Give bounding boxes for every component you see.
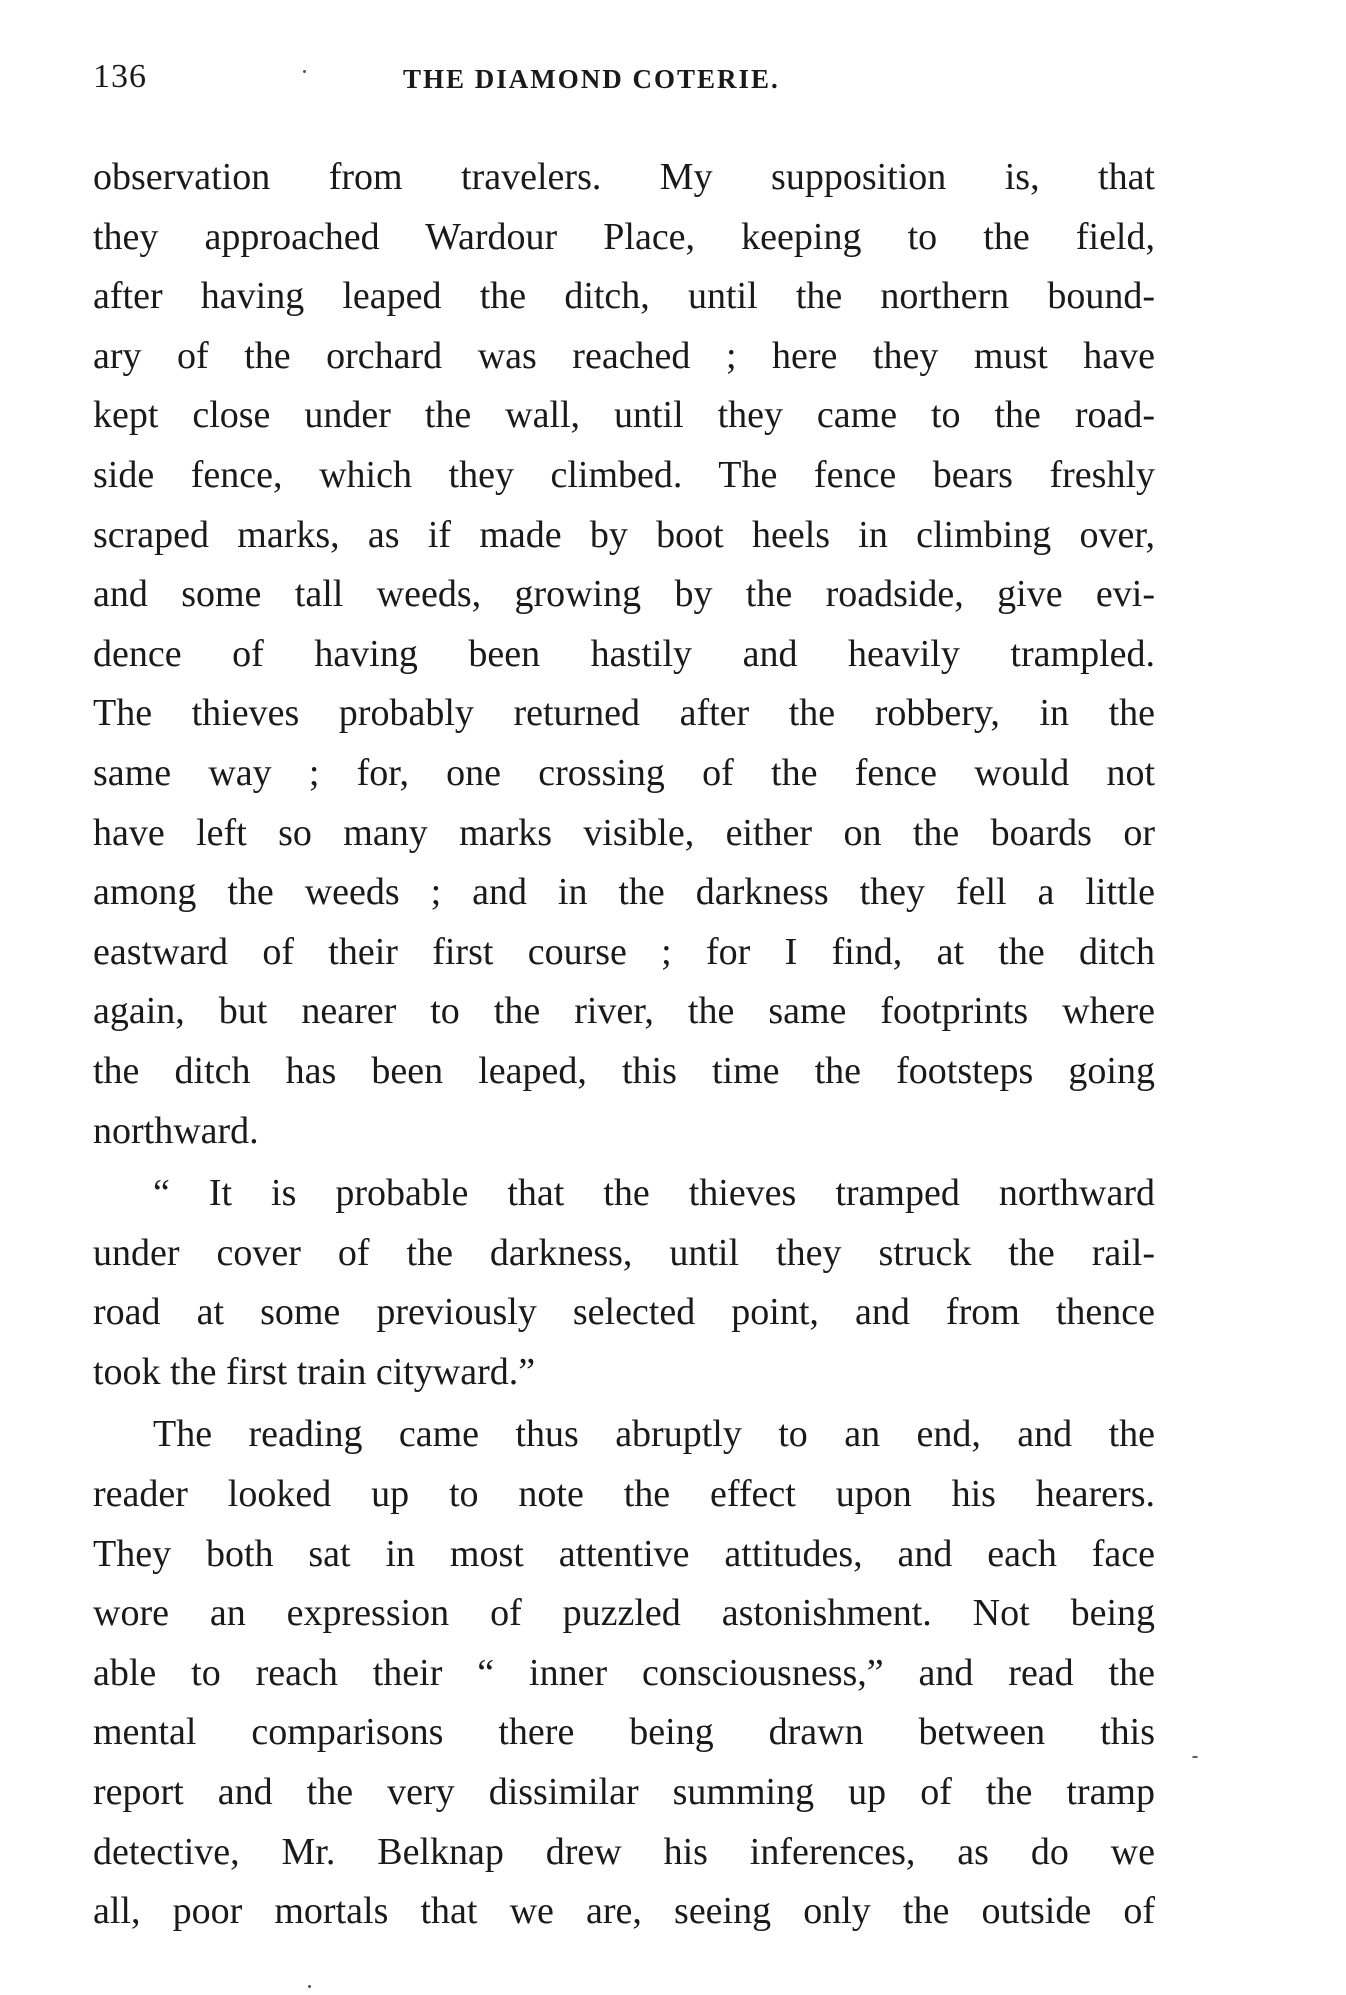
text-line: able to reach their “ inner consciousness,” and read the bbox=[93, 1651, 1155, 1694]
text-line: wore an expression of puzzled astonishment. Not being bbox=[93, 1592, 1155, 1635]
text-line: reader looked up to note the effect upon his hearers. bbox=[93, 1473, 1155, 1516]
text-line: The thieves probably returned after the robbery, in the bbox=[93, 692, 1155, 735]
page-number: 136 bbox=[93, 58, 147, 95]
text-line: kept close under the wall, until they came to the road- bbox=[93, 394, 1155, 437]
text-line: mental comparisons there being drawn between this bbox=[93, 1711, 1155, 1754]
paragraph-start-line: “ It is probable that the thieves tramped northward bbox=[153, 1172, 1155, 1215]
print-speck bbox=[303, 70, 306, 73]
paragraph-start-line: The reading came thus abruptly to an end, and the bbox=[153, 1413, 1155, 1456]
text-line: scraped marks, as if made by boot heels in climbing over, bbox=[93, 513, 1155, 556]
text-line: detective, Mr. Belknap drew his inferences, as do we bbox=[93, 1830, 1155, 1873]
running-title: THE DIAMOND COTERIE. bbox=[403, 64, 780, 94]
text-line: among the weeds ; and in the darkness they fell a little bbox=[93, 871, 1155, 914]
text-line: have left so many marks visible, either on the boards or bbox=[93, 811, 1155, 854]
text-line: side fence, which they climbed. The fence bears freshly bbox=[93, 453, 1155, 496]
text-line: all, poor mortals that we are, seeing only the outside of bbox=[93, 1890, 1155, 1933]
text-line: eastward of their first course ; for I find, at the ditch bbox=[93, 930, 1155, 973]
running-head bbox=[93, 58, 1153, 108]
text-line: ary of the orchard was reached ; here they must have bbox=[93, 334, 1155, 377]
text-line: the ditch has been leaped, this time the footsteps going bbox=[93, 1049, 1155, 1092]
text-line: report and the very dissimilar summing up of the tramp bbox=[93, 1771, 1155, 1814]
print-speck bbox=[308, 1985, 311, 1988]
text-line: dence of having been hastily and heavily trampled. bbox=[93, 632, 1155, 675]
text-line: again, but nearer to the river, the same footprints where bbox=[93, 990, 1155, 1033]
paragraph-end-line: took the first train cityward.” bbox=[93, 1350, 536, 1393]
text-line: same way ; for, one crossing of the fence would not bbox=[93, 751, 1155, 794]
text-line: and some tall weeds, growing by the roadside, give evi- bbox=[93, 573, 1155, 616]
text-line: road at some previously selected point, and from thence bbox=[93, 1291, 1155, 1334]
paragraph-end-line: northward. bbox=[93, 1109, 259, 1152]
text-line: after having leaped the ditch, until the northern bound- bbox=[93, 275, 1155, 318]
text-line: observation from travelers. My supposition is, that bbox=[93, 156, 1155, 198]
text-line: they approached Wardour Place, keeping to the field, bbox=[93, 215, 1155, 258]
text-line: under cover of the darkness, until they struck the rail- bbox=[93, 1231, 1155, 1274]
text-line: They both sat in most attentive attitudes, and each face bbox=[93, 1532, 1155, 1575]
print-speck bbox=[1192, 1756, 1198, 1758]
body-text bbox=[93, 148, 1155, 1942]
